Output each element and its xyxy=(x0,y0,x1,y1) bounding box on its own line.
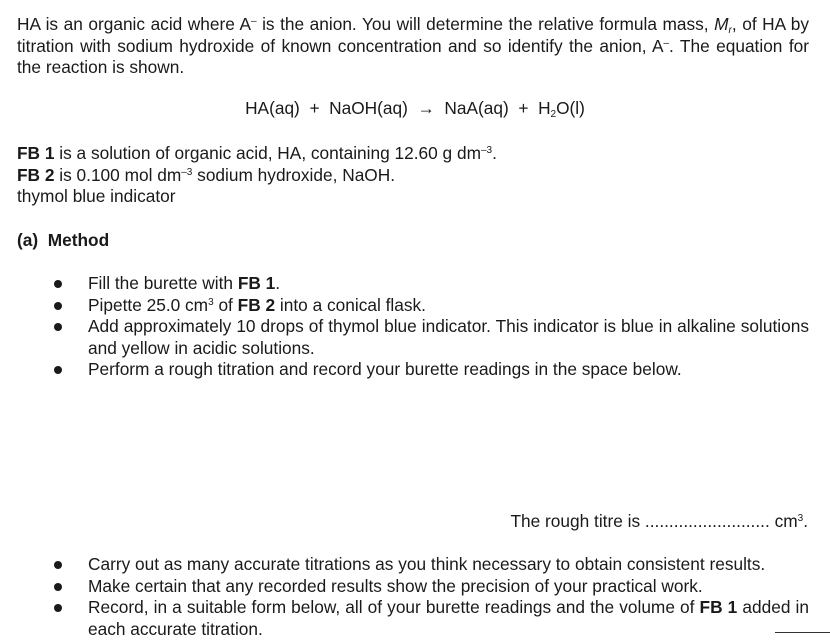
step-2-text: Pipette 25.0 cm xyxy=(88,294,209,315)
equation-product-2 xyxy=(538,98,585,118)
rough-titre-line xyxy=(510,511,808,533)
material-indicator: thymol blue indicator xyxy=(17,186,176,206)
fb1-exponent: –3 xyxy=(480,145,493,156)
anion-charge-2: – xyxy=(663,37,670,49)
step-2-exponent: 3 xyxy=(208,296,214,308)
step-1-end: . xyxy=(275,273,281,293)
method-list-1 xyxy=(88,273,809,381)
mr-subscript: r xyxy=(728,25,732,36)
method-list-2 xyxy=(88,554,809,640)
intro-paragraph xyxy=(17,14,809,79)
equation-plus-2: + xyxy=(518,98,529,118)
section-label: (a) xyxy=(17,230,39,250)
rough-titre-answer-field[interactable]: .......................... xyxy=(644,511,770,531)
intro-text-2: is the anion. You will determine the relative formula mass, xyxy=(256,14,715,34)
equation-product-1: NaA(aq) xyxy=(444,98,509,118)
rough-titre-end: . xyxy=(803,511,808,531)
material-fb1 xyxy=(17,143,497,165)
fb2-end: sodium hydroxide, NaOH. xyxy=(192,164,396,185)
method-step-record-results xyxy=(88,597,809,640)
materials-list xyxy=(17,143,497,208)
fb2-label: FB 2 xyxy=(17,164,55,185)
reaction-equation xyxy=(0,98,830,120)
equation-arrow: → xyxy=(417,98,435,118)
equation-reactant-2: NaOH(aq) xyxy=(329,98,408,118)
step-2-bold: FB 2 xyxy=(237,294,276,315)
equation-product-2-h: H xyxy=(538,98,551,118)
rough-titre-unit-exponent: 3 xyxy=(797,513,804,524)
equation-reactant-1: HA(aq) xyxy=(245,98,300,118)
equation-plus-1: + xyxy=(309,98,320,118)
step-2-mid: of xyxy=(213,294,238,315)
section-heading xyxy=(17,230,109,252)
step-2-end: into a conical flask. xyxy=(275,294,426,315)
intro-text-4: . The equation for the reaction is shown. xyxy=(17,35,809,77)
step-record-end: added in each accurate titration. xyxy=(88,597,809,639)
fb2-text: is 0.100 mol dm xyxy=(54,164,182,185)
material-fb2 xyxy=(17,165,497,187)
equation-product-2-subscript: 2 xyxy=(550,109,557,120)
equation-product-2-rest: O(l) xyxy=(556,98,585,118)
fb1-text: is a solution of organic acid, HA, containing 12.60 g dm xyxy=(54,143,481,163)
step-1-bold: FB 1 xyxy=(237,273,276,293)
method-step-pipette xyxy=(88,295,809,317)
method-step-accurate-titrations: Carry out as many accurate titrations as you think necessary to obtain consistent results. xyxy=(88,554,809,576)
method-step-fill-burette xyxy=(88,273,809,295)
method-step-rough-titration: Perform a rough titration and record your burette readings in the space below. xyxy=(88,359,809,381)
method-step-indicator: Add approximately 10 drops of thymol blue indicator. This indicator is blue in alkaline solutions and yellow in acidic solutions. xyxy=(88,316,809,358)
fb1-end: . xyxy=(492,143,497,163)
rough-titre-unit: cm xyxy=(774,511,798,531)
fb2-exponent: –3 xyxy=(181,166,193,178)
intro-text-1: HA is an organic acid where A xyxy=(17,14,251,34)
intro-text-3: , of HA by titration with sodium hydroxide of known concentration and so identify the anion, A xyxy=(17,14,810,56)
section-title: Method xyxy=(47,230,110,250)
method-step-precision: Make certain that any recorded results show the precision of your practical work. xyxy=(88,576,809,598)
step-1-text: Fill the burette with xyxy=(88,273,238,293)
mr-symbol: M xyxy=(714,14,729,34)
step-record-bold: FB 1 xyxy=(699,597,738,617)
rough-titre-label: The rough titre is xyxy=(510,511,641,531)
anion-charge-1: – xyxy=(250,16,257,27)
results-table-edge xyxy=(775,632,830,633)
fb1-label: FB 1 xyxy=(17,143,55,163)
step-record-text: Record, in a suitable form below, all of your burette readings and the volume of xyxy=(88,597,700,617)
